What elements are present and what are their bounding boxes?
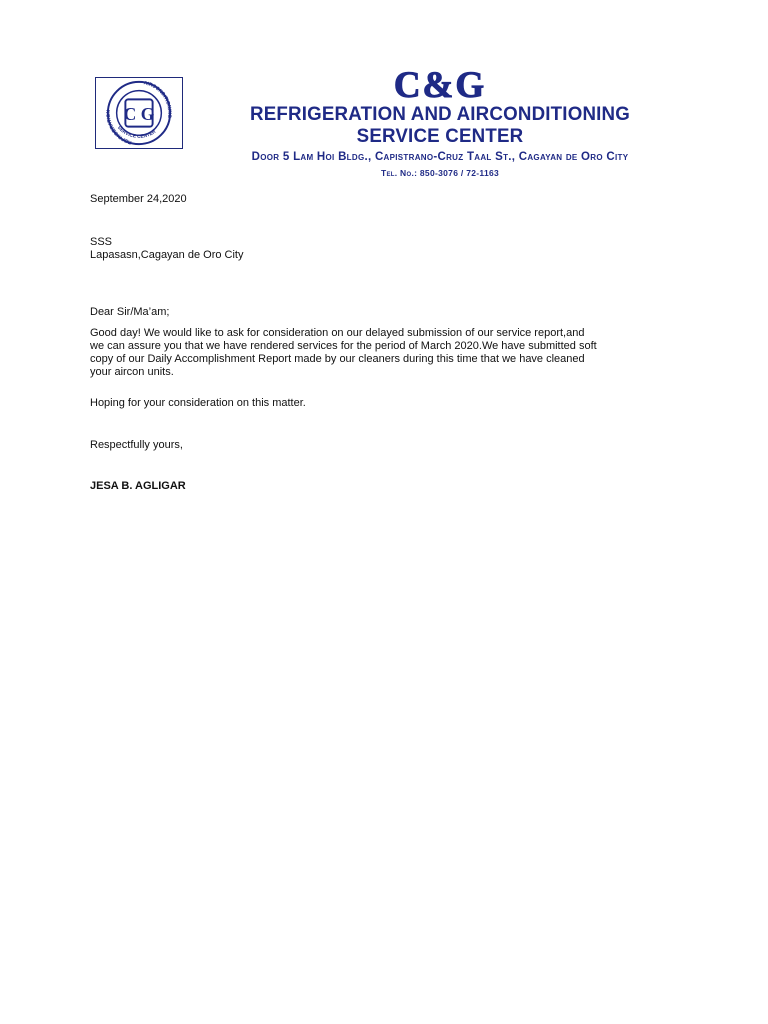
company-telephone: Tel. No.: 850-3076 / 72-1163 <box>380 168 500 178</box>
signer-name: JESA B. AGLIGAR <box>90 480 186 492</box>
company-name: C&G <box>393 65 487 106</box>
recipient-address: Lapasasn,Cagayan de Oro City <box>90 249 244 261</box>
body-line: copy of our Daily Accomplishment Report made by our cleaners during this time that we have cleaned <box>90 353 585 365</box>
recipient-name: SSS <box>90 236 113 248</box>
letter-date: September 24,2020 <box>90 193 187 205</box>
logo-ring-bottom-text: SERVICE CENTER <box>116 125 158 140</box>
logo-monogram: C G <box>123 103 155 124</box>
salutation: Dear Sir/Ma’am; <box>90 306 170 318</box>
complimentary-close: Respectfully yours, <box>90 439 183 451</box>
body-line: your aircon units. <box>90 366 174 378</box>
body-paragraph <box>90 327 690 379</box>
company-address: Door 5 Lam Hoi Bldg., Capistrano-Cruz Taal St., Cagayan de Oro City <box>251 151 629 163</box>
company-logo <box>95 77 183 149</box>
closing-paragraph: Hoping for your consideration on this matter. <box>90 397 306 409</box>
logo-ring-left-text: REFRIGERATION <box>105 109 133 146</box>
body-line: Good day! We would like to ask for consideration on our delayed submission of our service report,and <box>90 327 585 339</box>
company-title: REFRIGERATION AND AIRCONDITIONING SERVICE CENTER <box>249 103 631 147</box>
company-logo-emblem <box>96 78 182 148</box>
letterhead <box>200 66 680 179</box>
logo-ring-right-text: AIRCONDITIONING <box>143 80 173 119</box>
body-line: we can assure you that we have rendered services for the period of March 2020.We have submitted soft <box>90 340 597 352</box>
